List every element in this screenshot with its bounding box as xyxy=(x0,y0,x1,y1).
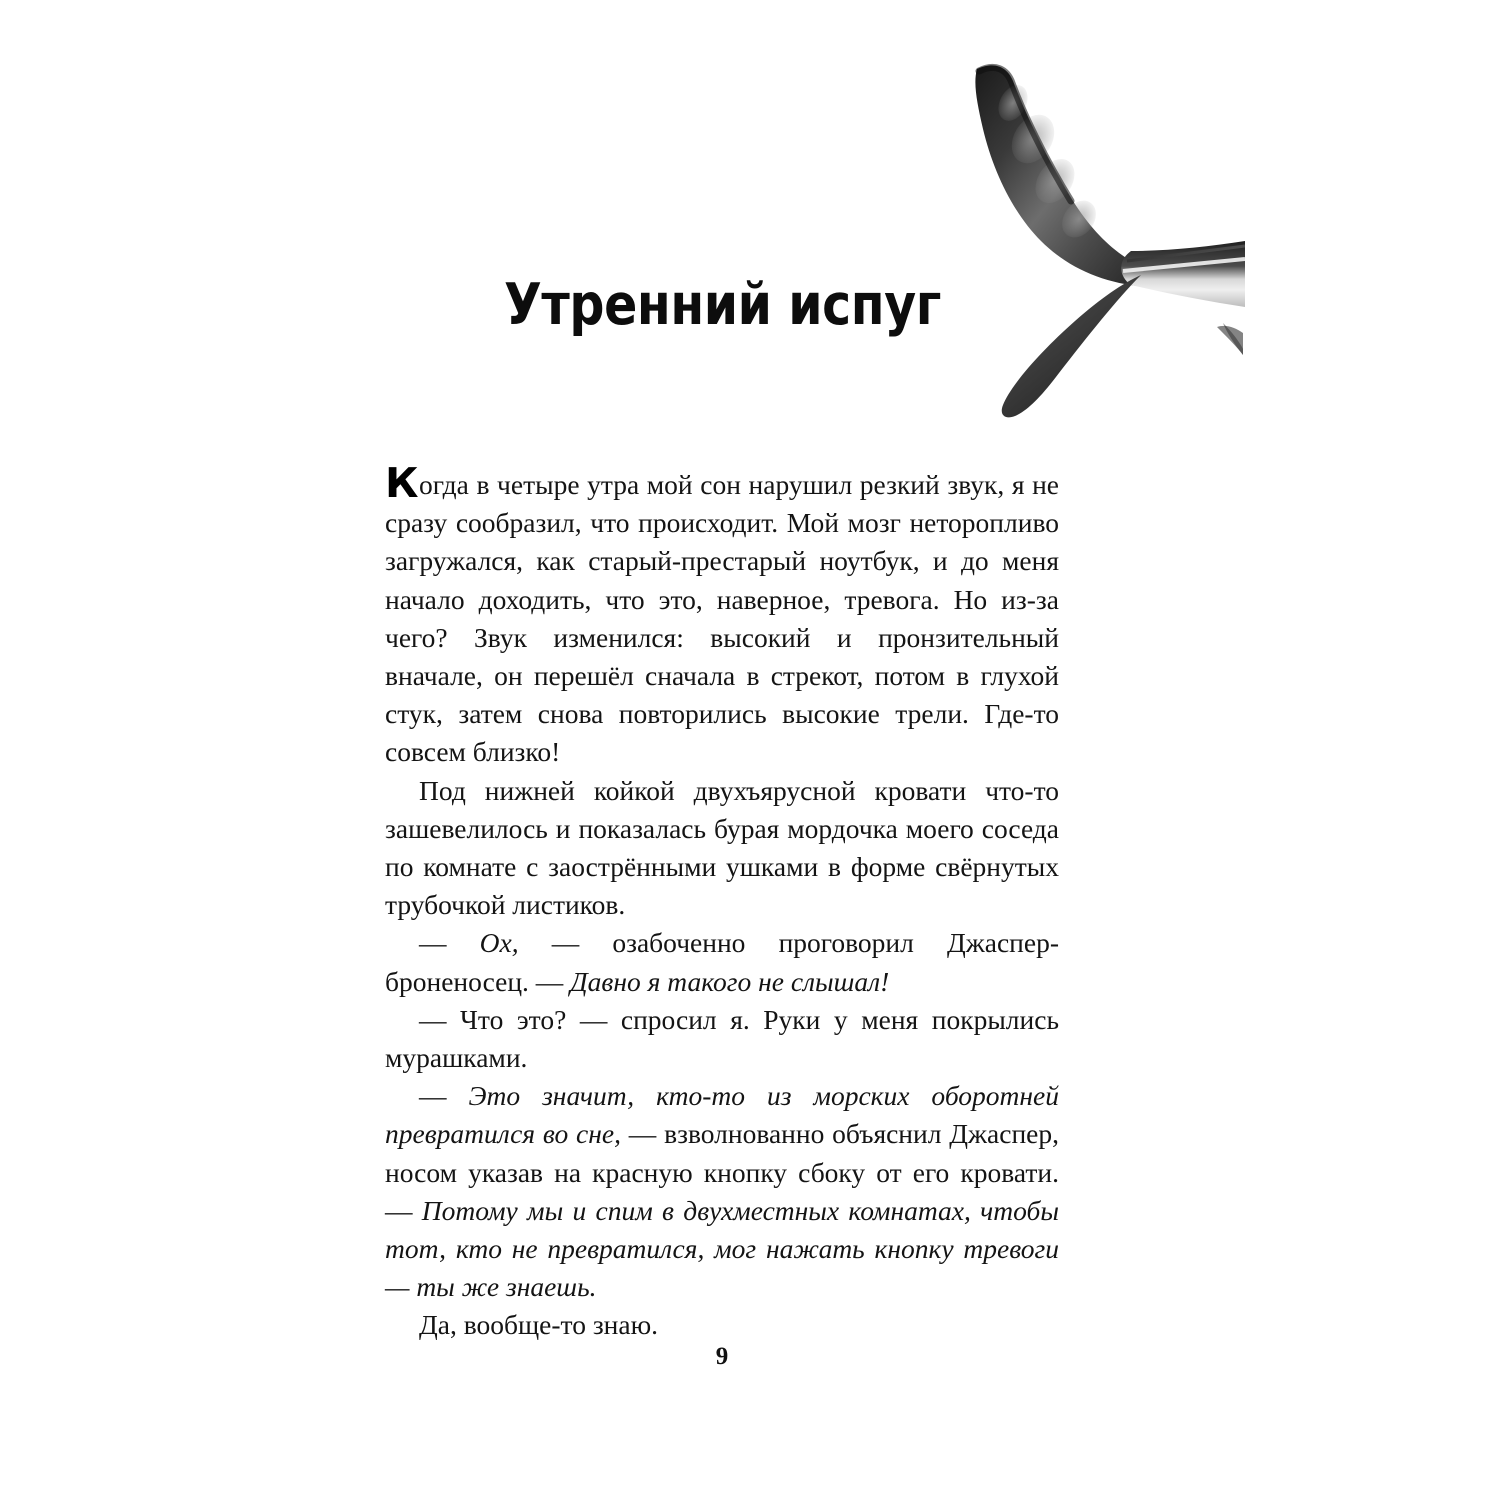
shark-tail-illustration xyxy=(955,55,1245,435)
paragraph-run: Под нижней койкой двухъярусной кровати что-то зашевелилось и показалась бурая мордочка моего соседа по комнате с заострёнными ушками в форме свёрнутых трубочкой листиков. xyxy=(385,774,1059,921)
paragraph-run-italic: Давно я такого не слышал! xyxy=(570,965,890,997)
chapter-title: Утренний испуг xyxy=(504,272,941,339)
paragraph-run: Да, вообще-то знаю. xyxy=(419,1309,659,1341)
paragraph xyxy=(385,772,1059,925)
paragraph-run: — взволнованно объяснил Джаспер, носом указав на красную кнопку сбоку от его кровати. — xyxy=(385,1118,1059,1226)
secondary-fin-fragment xyxy=(1217,326,1243,355)
paragraph-dialogue xyxy=(385,1077,1059,1306)
paragraph-run: огда в четыре утра мой сон нарушил резкий звук, я не сразу сообразил, что происходит. Мой мозг неторопливо загружался, как старый-престарый ноутбук, и до меня начало доходить, что это, наверное, тревога. Но из-за чего? Звук изменился: высокий и пронзительный вначале, он перешёл сначала в стрекот, потом в глухой стук, затем снова повторились высокие трели. Где-то совсем близко! xyxy=(385,469,1059,768)
paragraph-run-italic: Ох, xyxy=(479,927,519,959)
paragraph-run: — xyxy=(419,927,480,959)
drop-cap: К xyxy=(385,459,419,507)
paragraph-run-italic: Потому мы и спим в двухместных комнатах, чтобы тот, кто не превратился, мог нажать кнопку тревоги — ты же знаешь. xyxy=(385,1194,1060,1303)
paragraph-run: — xyxy=(419,1080,469,1112)
paragraph xyxy=(385,1306,1059,1344)
paragraph-run: — Что это? — спросил я. Руки у меня покрылись мурашками. xyxy=(385,1003,1059,1074)
tail-lower-lobe xyxy=(1002,275,1141,417)
paragraph-run: — озабоченно проговорил Джаспер-броненосец. — xyxy=(385,927,1059,997)
tail-body-stub xyxy=(1121,241,1245,307)
page-number: 9 xyxy=(715,1343,729,1370)
tail-upper-lobe xyxy=(975,65,1151,287)
paragraph-run-italic: Это значит, кто-то из морских оборотней превратился во сне, xyxy=(385,1080,1060,1150)
body-text-block xyxy=(385,459,1060,1345)
paragraph-dialogue xyxy=(385,924,1059,1000)
paragraph-dialogue xyxy=(385,1001,1059,1077)
paragraph xyxy=(385,459,1059,772)
